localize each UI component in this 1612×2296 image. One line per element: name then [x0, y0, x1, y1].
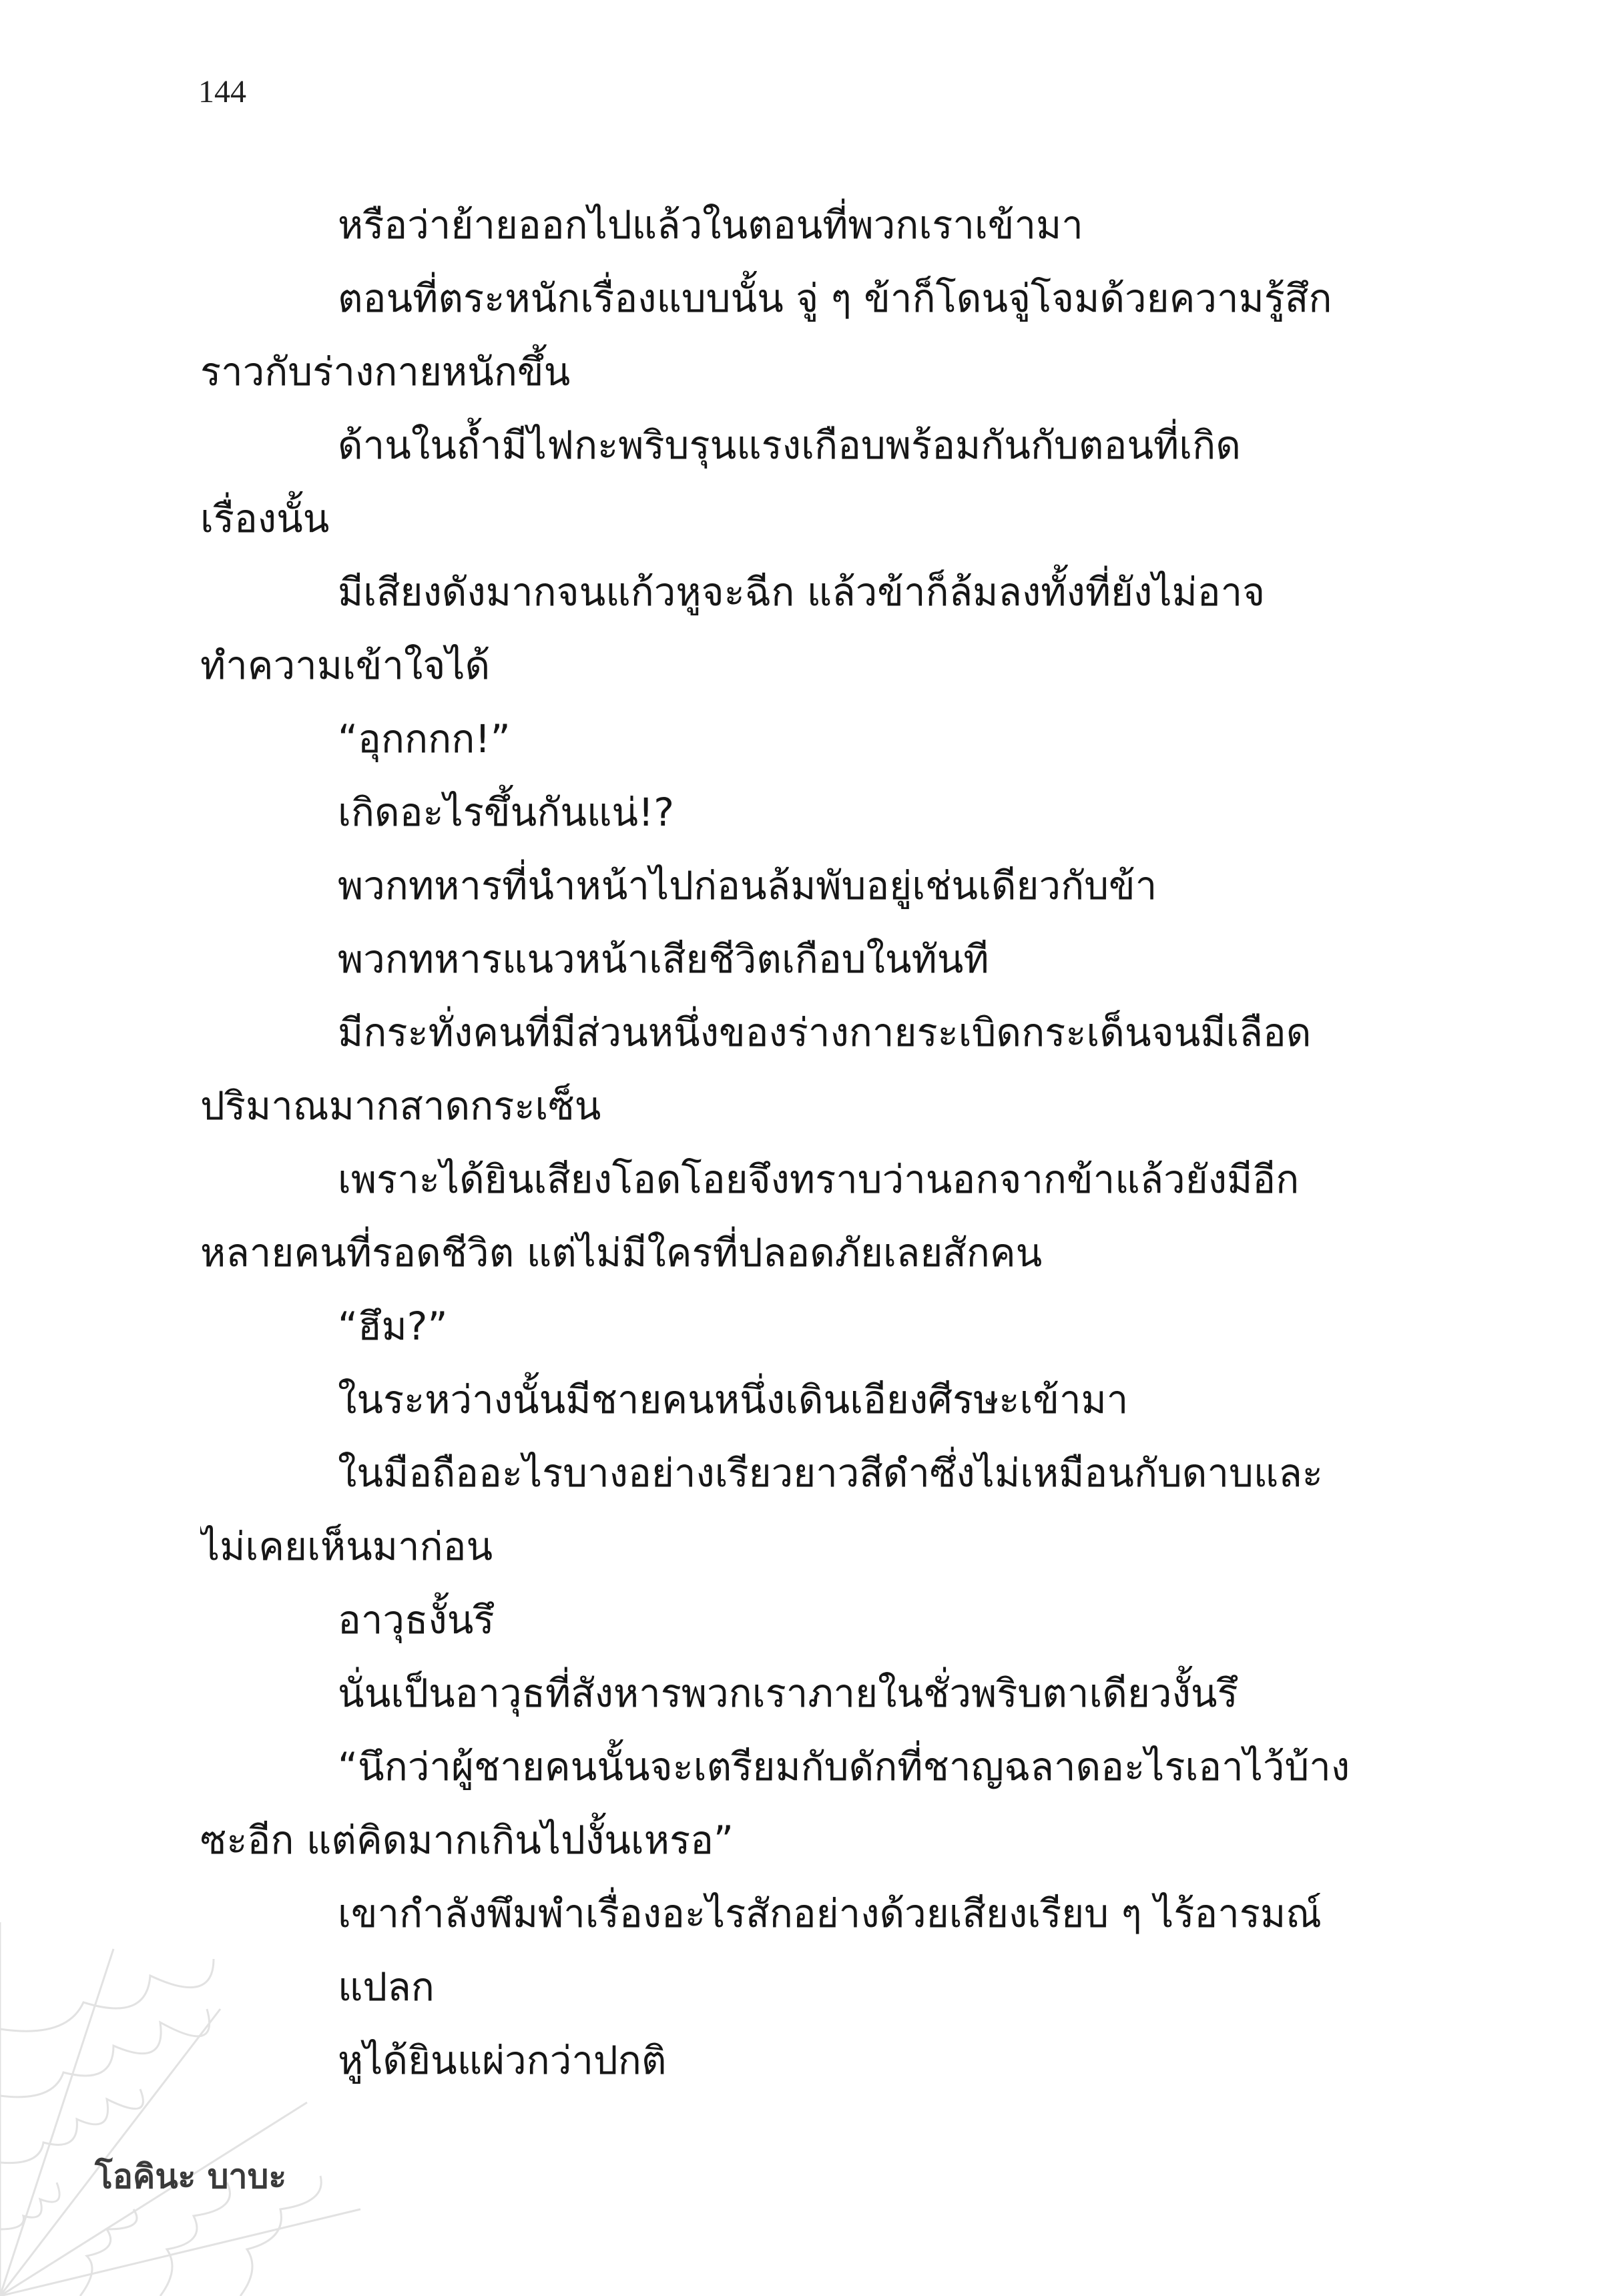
spider-web-decoration	[0, 1896, 374, 2296]
text-line: พวกทหารแนวหน้าเสียชีวิตเกือบในทันที	[338, 936, 989, 982]
text-line: ในระหว่างนั้นมีชายคนหนึ่งเดินเอียงศีรษะเข้ามา	[338, 1377, 1129, 1422]
text-line: เรื่องนั้น	[200, 496, 330, 541]
text-line: ซะอีก แต่คิดมากเกินไปงั้นเหรอ”	[200, 1817, 734, 1863]
text-line: หลายคนที่รอดชีวิต แต่ไม่มีใครที่ปลอดภัยเลยสักคน	[200, 1230, 1043, 1275]
body-text	[200, 188, 1410, 2097]
text-line: นั่นเป็นอาวุธที่สังหารพวกเราภายในชั่วพริบตาเดียวงั้นรึ	[338, 1671, 1238, 1716]
text-line: เพราะได้ยินเสียงโอดโอยจึงทราบว่านอกจากข้าแล้วยังมีอีก	[338, 1157, 1300, 1202]
text-line: เขากำลังพึมพำเรื่องอะไรสักอย่างด้วยเสียงเรียบ ๆ ไร้อารมณ์	[338, 1891, 1322, 1936]
text-line: หูได้ยินแผ่วกว่าปกติ	[338, 2038, 667, 2083]
text-line: มีเสียงดังมากจนแก้วหูจะฉีก แล้วข้าก็ล้มลงทั้งที่ยังไม่อาจ	[338, 569, 1266, 615]
text-line: “อุกกกก!”	[338, 716, 511, 762]
text-line: “ฮึม?”	[338, 1304, 448, 1349]
text-line: “นึกว่าผู้ชายคนนั้นจะเตรียมกับดักที่ชาญฉลาดอะไรเอาไว้บ้าง	[338, 1744, 1350, 1789]
text-line: พวกทหารที่นำหน้าไปก่อนล้มพับอยู่เช่นเดียวกับข้า	[338, 863, 1157, 908]
text-line: หรือว่าย้ายออกไปแล้วในตอนที่พวกเราเข้ามา	[338, 202, 1083, 248]
text-line: ด้านในถ้ำมีไฟกะพริบรุนแรงเกือบพร้อมกันกับตอนที่เกิด	[338, 422, 1241, 468]
footer-author: โอคินะ บาบะ	[95, 2157, 287, 2196]
text-line: ไม่เคยเห็นมาก่อน	[200, 1524, 493, 1569]
text-line: ตอนที่ตระหนักเรื่องแบบนั้น จู่ ๆ ข้าก็โดนจู่โจมด้วยความรู้สึก	[338, 276, 1332, 321]
page-number: 144	[198, 74, 246, 109]
text-line: แปลก	[338, 1964, 435, 2010]
text-line: ทำความเข้าใจได้	[200, 643, 491, 688]
text-line: ในมือถืออะไรบางอย่างเรียวยาวสีดำซึ่งไม่เหมือนกับดาบและ	[338, 1450, 1323, 1496]
text-line: อาวุธงั้นรึ	[338, 1597, 495, 1643]
text-line: ปริมาณมากสาดกระเซ็น	[200, 1083, 601, 1129]
text-line: มีกระทั่งคนที่มีส่วนหนึ่งของร่างกายระเบิดกระเด็นจนมีเลือด	[338, 1010, 1312, 1055]
text-line: เกิดอะไรขึ้นกันแน่!?	[338, 790, 675, 835]
text-line: ราวกับร่างกายหนักขึ้น	[200, 349, 571, 394]
